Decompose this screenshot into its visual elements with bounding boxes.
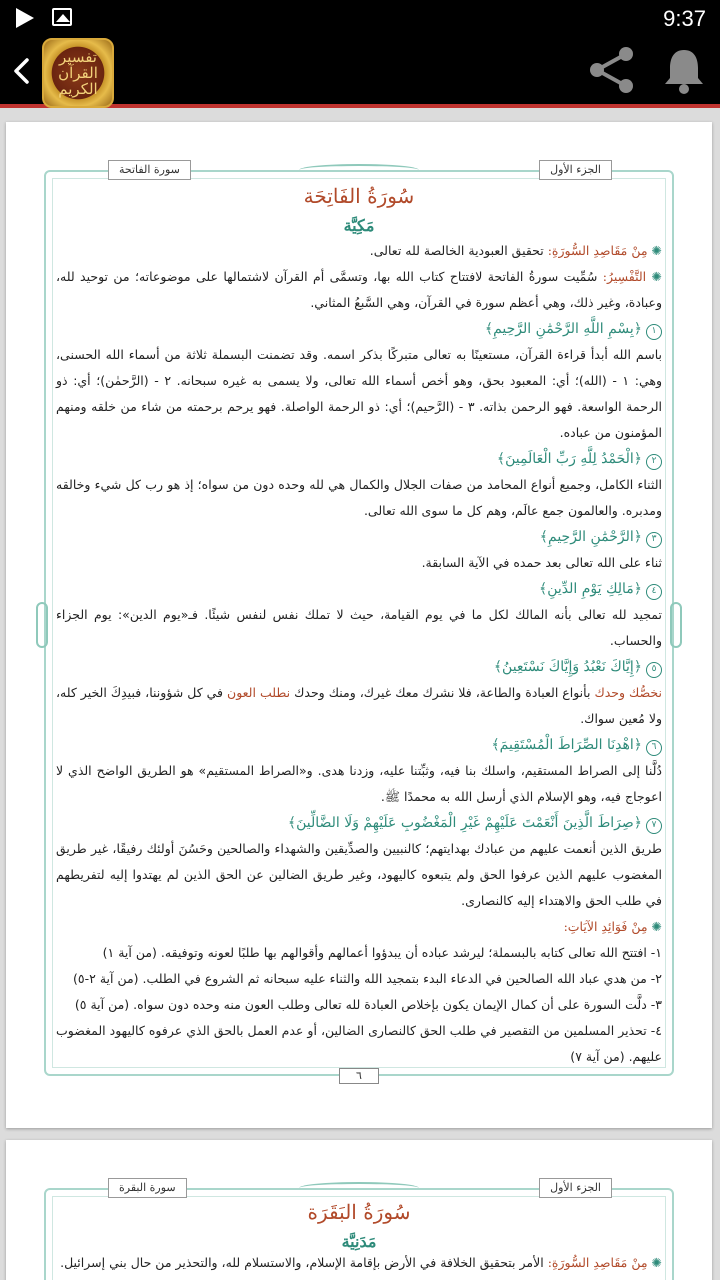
verse-6-tafsir: دُلَّنا إلى الصراط المستقيم، واسلك بنا فيه، وثبِّتنا عليه، وزدنا هدى. و«الصراط المستقيم» هو الطريق الواضح الذي لا اعوجاج فيه، وهو الإسلام الذي أرسل الله به محمدًا ﷺ. <box>56 763 662 804</box>
verse-number-icon: ٢ <box>646 454 662 470</box>
status-time: 9:37 <box>663 6 706 31</box>
surah-title: سُورَةُ الفَاتِحَة <box>303 184 415 208</box>
objectives-paragraph: ✺ مِنْ مَقَاصِدِ السُّورَةِ: الأمر بتحقيق الخلافة في الأرض بإقامة الإسلام، والاستسلام لله، والتحذير من حال بني إسرائيل. <box>60 1255 662 1270</box>
share-icon[interactable] <box>586 44 638 96</box>
objectives-paragraph: ✺ مِنْ مَقَاصِدِ السُّورَةِ: تحقيق العبودية الخالصة لله تعالى. <box>369 243 662 258</box>
page-header-surah: سورة الفاتحة <box>108 160 191 180</box>
intro-paragraph: ✺ التَّفْسِيرُ: سُمِّيت سورةُ الفاتحة لافتتاح كتاب الله بها، وتسمَّى أم القرآن لاشتمالها على موضوعاته؛ من توحيد لله، وعبادة، وغير ذلك، وهي أعظم سورة في القرآن، وهي السَّبعُ المثاني. <box>56 269 662 310</box>
verse-number-icon: ٧ <box>646 818 662 834</box>
surah-type: مَدَنِيَّة <box>341 1232 377 1251</box>
surah-type: مَكِيَّة <box>343 216 375 235</box>
benefit-4: ٤- تحذير المسلمين من التقصير في طلب الحق كالنصارى الضالين، أو عدم العمل بالحق الذي عرفوه كاليهود المغضوب عليهم. (من آية ٧) <box>56 1023 662 1064</box>
tafsir-content <box>56 238 662 1070</box>
verse-6[interactable]: ٦ ﴿اهْدِنَا الصِّرَاطَ الْمُسْتَقِيمَ﴾ <box>56 732 662 758</box>
verse-2-tafsir: الثناء الكامل، وجميع أنواع المحامد من صفات الجلال والكمال هي لله وحده دون من سواه؛ إذ هو رب كل شيء وخالقه ومدبره. والعالمون جمع عالَم، وهم كل ما سوى الله تعالى. <box>56 477 662 518</box>
logo-text: تفسير القرآن الكريم <box>58 48 98 98</box>
bullet-icon: ✺ <box>647 919 662 934</box>
verse-number-icon: ٣ <box>646 532 662 548</box>
status-bar <box>0 0 720 36</box>
verse-1-tafsir: باسم الله أبدأ قراءة القرآن، مستعينًا به تعالى متبركًا بذكر اسمه. وقد تضمنت البسملة ثلاثة من أسماء الله الحسنى، وهي: ١ - (الله)؛ أي: المعبود بحق، وهو أخص أسماء الله تعالى، ولا يسمى به غيره سبحانه. ٢ - (الرَّحمٰن)؛ أي: ذو الرحمة الواسعة. فهو الرحمن بذاته. ٣ - (الرَّحيم)؛ أي: ذو الرحمة الواصلة. فهو يرحم برحمته من شاء من خلقه ومنهم المؤمنون من عباده. <box>56 347 662 440</box>
play-icon <box>16 8 34 28</box>
bullet-icon: ✺ <box>646 269 662 284</box>
verse-3-tafsir: ثناء على الله تعالى بعد حمده في الآية السابقة. <box>421 555 662 570</box>
page-header-juz: الجزء الأول <box>539 1178 612 1198</box>
mushaf-page-2[interactable] <box>6 1140 712 1280</box>
back-icon[interactable] <box>10 56 32 86</box>
verse-7-tafsir: طريق الذين أنعمت عليهم من عبادك بهدايتهم؛ كالنبيين والصدِّيقين والشهداء والصالحين وحَسُنَ أولئك رفيقًا، غير طريق المغضوب عليهم الذين عرفوا الحق ولم يتبعوه كاليهود، وغير طريق الضالين عن الحق الذين لم يهتدوا إليه لتفريطهم في طلب الحق والاهتداء إليه كالنصارى. <box>56 841 662 908</box>
benefit-3: ٣- دلَّت السورة على أن كمال الإيمان يكون بإخلاص العبادة لله تعالى وطلب العون منه وحده دون سواه. (من آية ٥) <box>74 997 662 1012</box>
verse-4[interactable]: ٤ ﴿مَالِكِ يَوْمِ الدِّينِ﴾ <box>56 576 662 602</box>
page-header-surah: سورة البقرة <box>108 1178 187 1198</box>
benefit-1: ١- افتتح الله تعالى كتابه بالبسملة؛ ليرشد عباده أن يبدؤوا أعمالهم وأقوالهم بها طلبًا لعونه وتوفيقه. (من آية ١) <box>102 945 662 960</box>
verse-1[interactable]: ١ ﴿بِسْمِ اللَّهِ الرَّحْمَٰنِ الرَّحِيمِ﴾ <box>56 316 662 342</box>
verse-5-tafsir: نخصُّك وحدك بأنواع العبادة والطاعة، فلا نشرك معك غيرك، ومنك وحدك نطلب العون في كل شؤوننا، فبيدِكَ الخير كله، ولا مُعين سواك. <box>56 685 662 726</box>
verse-number-icon: ٥ <box>646 662 662 678</box>
app-bar <box>0 36 720 108</box>
bullet-icon: ✺ <box>647 243 662 258</box>
verse-2[interactable]: ٢ ﴿الْحَمْدُ لِلَّهِ رَبِّ الْعَالَمِينَ﴾ <box>56 446 662 472</box>
verse-3[interactable]: ٣ ﴿الرَّحْمَٰنِ الرَّحِيمِ﴾ <box>56 524 662 550</box>
header-ornament <box>299 1182 419 1194</box>
mushaf-page-1[interactable] <box>6 122 712 1128</box>
verse-number-icon: ١ <box>646 324 662 340</box>
verse-7[interactable]: ٧ ﴿صِرَاطَ الَّذِينَ أَنْعَمْتَ عَلَيْهِمْ غَيْرِ الْمَغْضُوبِ عَلَيْهِمْ وَلَا الضَّالِّينَ﴾ <box>56 810 662 836</box>
page-number: ٦ <box>339 1068 379 1084</box>
side-ornament <box>670 602 682 648</box>
app-logo[interactable] <box>42 38 114 108</box>
surah-title: سُورَةُ البَقَرَة <box>307 1200 411 1224</box>
tafsir-content <box>56 1250 662 1276</box>
side-ornament <box>36 602 48 648</box>
benefit-2: ٢- من هدي عباد الله الصالحين في الدعاء البدء بتمجيد الله والثناء عليه سبحانه ثم الشروع في الطلب. (من آية ٢-٥) <box>73 971 662 986</box>
verse-number-icon: ٤ <box>646 584 662 600</box>
benefits-heading: ✺ مِنْ فَوَائِدِ الآيَاتِ: <box>563 919 662 934</box>
header-ornament <box>299 164 419 176</box>
verse-number-icon: ٦ <box>646 740 662 756</box>
bullet-icon: ✺ <box>647 1255 662 1270</box>
page-header-juz: الجزء الأول <box>539 160 612 180</box>
bell-icon[interactable] <box>660 46 708 96</box>
verse-4-tafsir: تمجيد لله تعالى بأنه المالك لكل ما في يوم القيامة، حيث لا تملك نفس لنفس شيئًا. فـ«يوم الدين»: يوم الجزاء والحساب. <box>56 607 662 648</box>
image-icon <box>52 8 72 26</box>
verse-5[interactable]: ٥ ﴿إِيَّاكَ نَعْبُدُ وَإِيَّاكَ نَسْتَعِينُ﴾ <box>56 654 662 680</box>
